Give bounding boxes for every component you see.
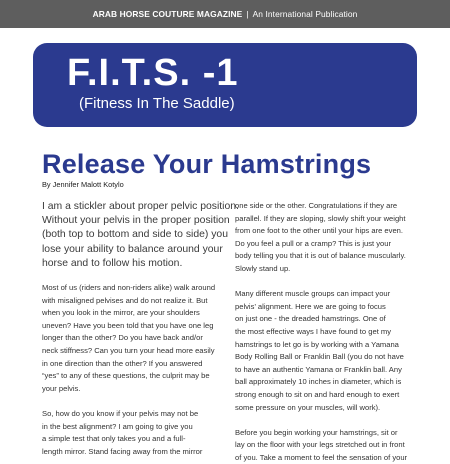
text-line: Many different muscle groups can impact your [235, 289, 391, 299]
text-line: from one foot to the other until your hips are even. [235, 226, 404, 236]
text-line: your pelvis. [42, 383, 81, 393]
article-headline: Release Your Hamstrings [42, 149, 372, 179]
text-line: lose your ability to balance around your [42, 243, 223, 255]
text-line: in the best alignment? I am going to give you [42, 421, 193, 431]
magazine-name: ARAB HORSE COUTURE MAGAZINE [92, 9, 243, 19]
text-line: to have an authentic Yamana or Franklin ball. Any [235, 364, 402, 374]
text-line: (both top to bottom and side to side) you [42, 229, 228, 241]
text-line: horse and to follow his motion. [42, 257, 183, 269]
body-paragraph [42, 408, 225, 458]
text-line: Do you feel a pull or a cramp? This is just your [235, 238, 392, 248]
text-line: Most of us (riders and non-riders alike) walk around [42, 283, 216, 293]
body-paragraph [235, 427, 413, 464]
text-line: “yes” to any of these questions, the culprit may be [42, 371, 210, 381]
text-line: Body Rolling Ball or Franklin Ball (you do not have [235, 352, 404, 362]
article-byline: By Jennifer Malott Kotylo [42, 180, 124, 189]
banner-subtitle: (Fitness In The Saddle) [79, 95, 235, 112]
text-line: parallel. If they are sloping, slowly shift your weight [235, 213, 406, 223]
text-line: uneven? Have you been told that you have one leg [42, 320, 214, 330]
lead-paragraph [42, 200, 239, 271]
text-line: neck stiffness? Can you turn your head more easily [42, 345, 215, 355]
text-line: one side or the other. Congratulations if they are [235, 201, 398, 210]
magazine-tagline: An International Publication [252, 9, 358, 19]
text-line: when you look in the mirror, are your shoulders [42, 308, 200, 318]
text-line: of you. Take a moment to feel the sensation of your [235, 452, 408, 462]
text-line: the most effective ways I have found to get my [235, 326, 392, 336]
text-line: I am a stickler about proper pelvic position. [42, 201, 239, 212]
text-line: Without your pelvis in the proper position [42, 215, 230, 227]
text-line: ball approximately 10 inches in diameter, which is [235, 377, 402, 387]
text-line: So, how do you know if your pelvis may not be [42, 408, 199, 418]
magazine-header-bar [0, 0, 450, 28]
body-paragraph [42, 282, 225, 395]
text-line: on just one - the dreaded hamstrings. One of [235, 314, 386, 324]
text-line: with misaligned pelvises and do not realize it. But [42, 295, 208, 305]
text-line: a simple test that only takes you and a full- [42, 434, 186, 444]
text-line: Before you begin working your hamstrings, sit or [235, 427, 398, 437]
text-line: some pressure on your muscles, will work). [235, 402, 381, 412]
text-line: hamstrings to let go is by working with a Yamana [235, 339, 399, 349]
body-paragraph [235, 200, 413, 276]
article-column-left [42, 200, 239, 458]
text-line: length mirror. Stand facing away from the mirror [42, 446, 203, 456]
banner-title: F.I.T.S. -1 [67, 52, 239, 94]
section-banner [33, 43, 417, 127]
text-line: pelvis’ alignment. Here we are going to focus [235, 301, 386, 311]
text-line: longer than the other? Do you have back and/or [42, 333, 203, 343]
text-line: in one direction than the other? If you answered [42, 358, 203, 368]
body-paragraph [235, 288, 413, 414]
text-line: body telling you that it is out of balance muscularly. [235, 251, 406, 261]
text-line: lay on the floor with your legs stretched out in front [235, 440, 405, 450]
article-column-right [235, 200, 413, 464]
text-line: Slowly stand up. [235, 263, 291, 273]
text-line: strong enough to sit on and hard enough to exert [235, 389, 400, 399]
header-separator: | [246, 9, 249, 19]
